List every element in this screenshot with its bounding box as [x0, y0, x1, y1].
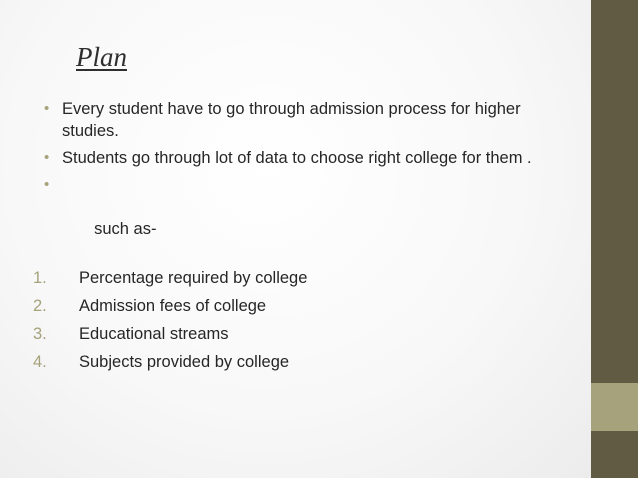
bullet-marker: • [44, 176, 50, 193]
sidebar-band-bottom [591, 431, 638, 478]
bullet-text: Every student have to go through admission process for higher studies. [62, 100, 521, 140]
bullet-item [0, 174, 585, 262]
bullet-text: Students go through lot of data to choose right college for them . [62, 149, 532, 167]
bullet-item [0, 147, 585, 169]
item-number: 2. [33, 297, 47, 315]
numbered-item [0, 267, 585, 289]
slide-title: Plan [76, 42, 127, 72]
item-number: 3. [33, 325, 47, 343]
item-number: 1. [33, 269, 47, 287]
item-text: Educational streams [79, 325, 229, 343]
item-text: Percentage required by college [79, 269, 308, 287]
numbered-item [0, 323, 585, 345]
bullet-marker: • [44, 100, 50, 117]
item-text: Admission fees of college [79, 297, 267, 315]
slide-content [0, 98, 585, 379]
numbered-item [0, 295, 585, 317]
numbered-item [0, 351, 585, 373]
sidebar-band-accent [591, 383, 638, 431]
bullet-text: such as- [89, 220, 157, 238]
bullet-item [0, 98, 585, 142]
bullet-marker: • [44, 149, 50, 166]
sidebar-band-top [591, 0, 638, 383]
item-number: 4. [33, 353, 47, 371]
item-text: Subjects provided by college [79, 353, 290, 371]
